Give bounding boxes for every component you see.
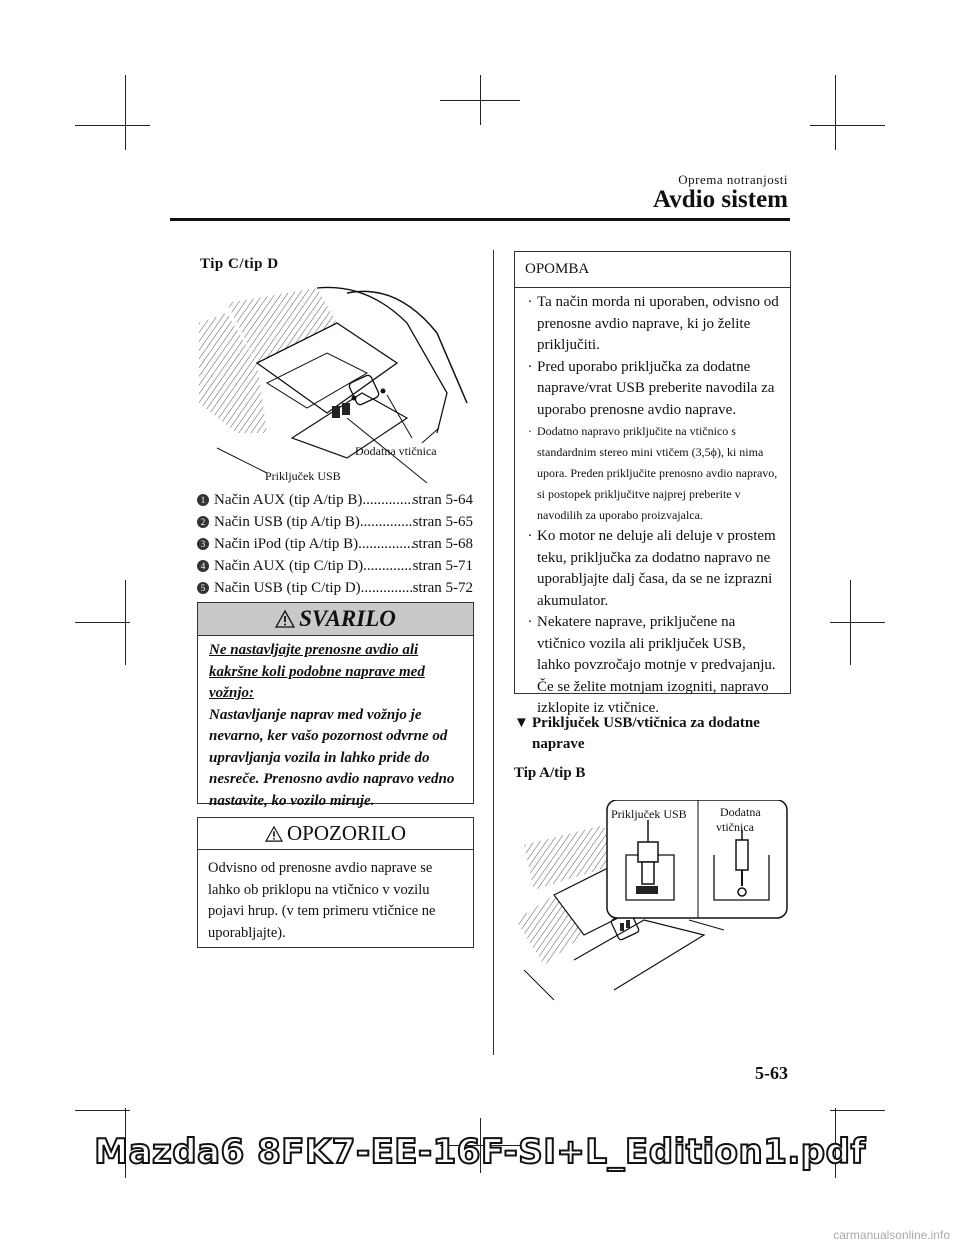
warning-text: Nastavljanje naprav med vožnjo je nevarno, ker vašo pozornost odvrne od upravljanja vozila in lahko pride do nesreče. Prenosno avdio napravo vedno nastavite, ko vozilo miruje. [209, 706, 455, 809]
note-item: · Nekatere naprave, priključene na vtičnico vozila ali priključek USB, lahko povzročajo motnje v predvajanju. Če se želite motnjam izogniti, napravo izklopite iz vtičnice. [527, 614, 776, 716]
warning-box [197, 602, 474, 809]
page-number: 5-63 [755, 1063, 788, 1083]
section-name: Oprema notranjosti [678, 172, 788, 187]
caution-triangle-icon [265, 826, 283, 842]
triangle-marker-icon: ▼ [514, 715, 529, 731]
note-box [514, 251, 791, 716]
column-divider [493, 250, 494, 1055]
console-figure-tip-c-d [197, 283, 473, 483]
label-aux-line2: vtičnica [716, 820, 754, 834]
warning-triangle-icon [275, 610, 295, 628]
list-item: 1 Način AUX (tip A/tip B) ..... stran 5-64 [197, 489, 473, 511]
note-title: OPOMBA [515, 252, 790, 288]
warning-title: SVARILO [299, 606, 396, 631]
note-item: · Dodatno napravo priključite na vtičnico s standardnim stereo mini vtičem (3,5ϕ), ki nima upora. Preden priključite prenosno avdio napravo, si postopek priključitve najprej preberite v navodilih za uporabo proizvajalca. [528, 424, 778, 522]
note-item: · Ta način morda ni uporaben, odvisno od prenosne avdio naprave, ki jo želite priključiti. [527, 294, 779, 353]
warning-lead: Ne nastavljajte prenosne avdio ali kakršne koli podobne naprave med vožnjo: [209, 642, 425, 701]
subheading: ▼ Priključek USB/vtičnica za dodatne naprave [514, 713, 789, 755]
list-item: 2 Način USB (tip A/tip B) ..... stran 5-65 [197, 511, 473, 533]
caution-box [197, 817, 474, 948]
caution-text: Odvisno od prenosne avdio naprave se lahko ob priklopu na vtičnico v vozilu pojavi hrup. (v tem primeru vtičnice ne uporabljajte). [208, 860, 436, 941]
label-usb-port-b: Priključek USB [611, 807, 687, 821]
console-figure-tip-a-b [514, 800, 790, 1010]
list-item: 4 Način AUX (tip C/tip D) ..... stran 5-71 [197, 555, 473, 577]
footer-filename: Mazda6 8FK7-EE-16F-SI+L_Edition1.pdf [94, 1132, 866, 1172]
label-aux-line1: Dodatna [720, 805, 761, 819]
list-item: 3 Način iPod (tip A/tip B) ..... stran 5-68 [197, 533, 473, 555]
warning-header [198, 603, 473, 636]
label-usb-port: Priključek USB [265, 469, 341, 483]
caution-title: OPOZORILO [287, 821, 406, 845]
section-title-tip-a-b: Tip A/tip B [514, 765, 586, 781]
note-item: · Ko motor ne deluje ali deluje v prostem teku, priključka za dodatno napravo ne uporabljajte dalj časa, da se ne izprazni akumulator. [527, 528, 776, 609]
list-item: 5 Način USB (tip C/tip D) ..... stran 5-72 [197, 577, 473, 599]
header-rule [170, 218, 790, 221]
section-title-tip-c-d: Tip C/tip D [200, 256, 279, 272]
label-aux-socket: Dodatna vtičnica [355, 444, 437, 458]
watermark: carmanualsonline.info [833, 1228, 950, 1242]
page-title: Avdio sistem [653, 186, 788, 213]
note-item: · Pred uporabo priključka za dodatne naprave/vrat USB preberite navodila za uporabo prenosne avdio naprave. [527, 358, 775, 418]
caution-header [198, 818, 473, 850]
